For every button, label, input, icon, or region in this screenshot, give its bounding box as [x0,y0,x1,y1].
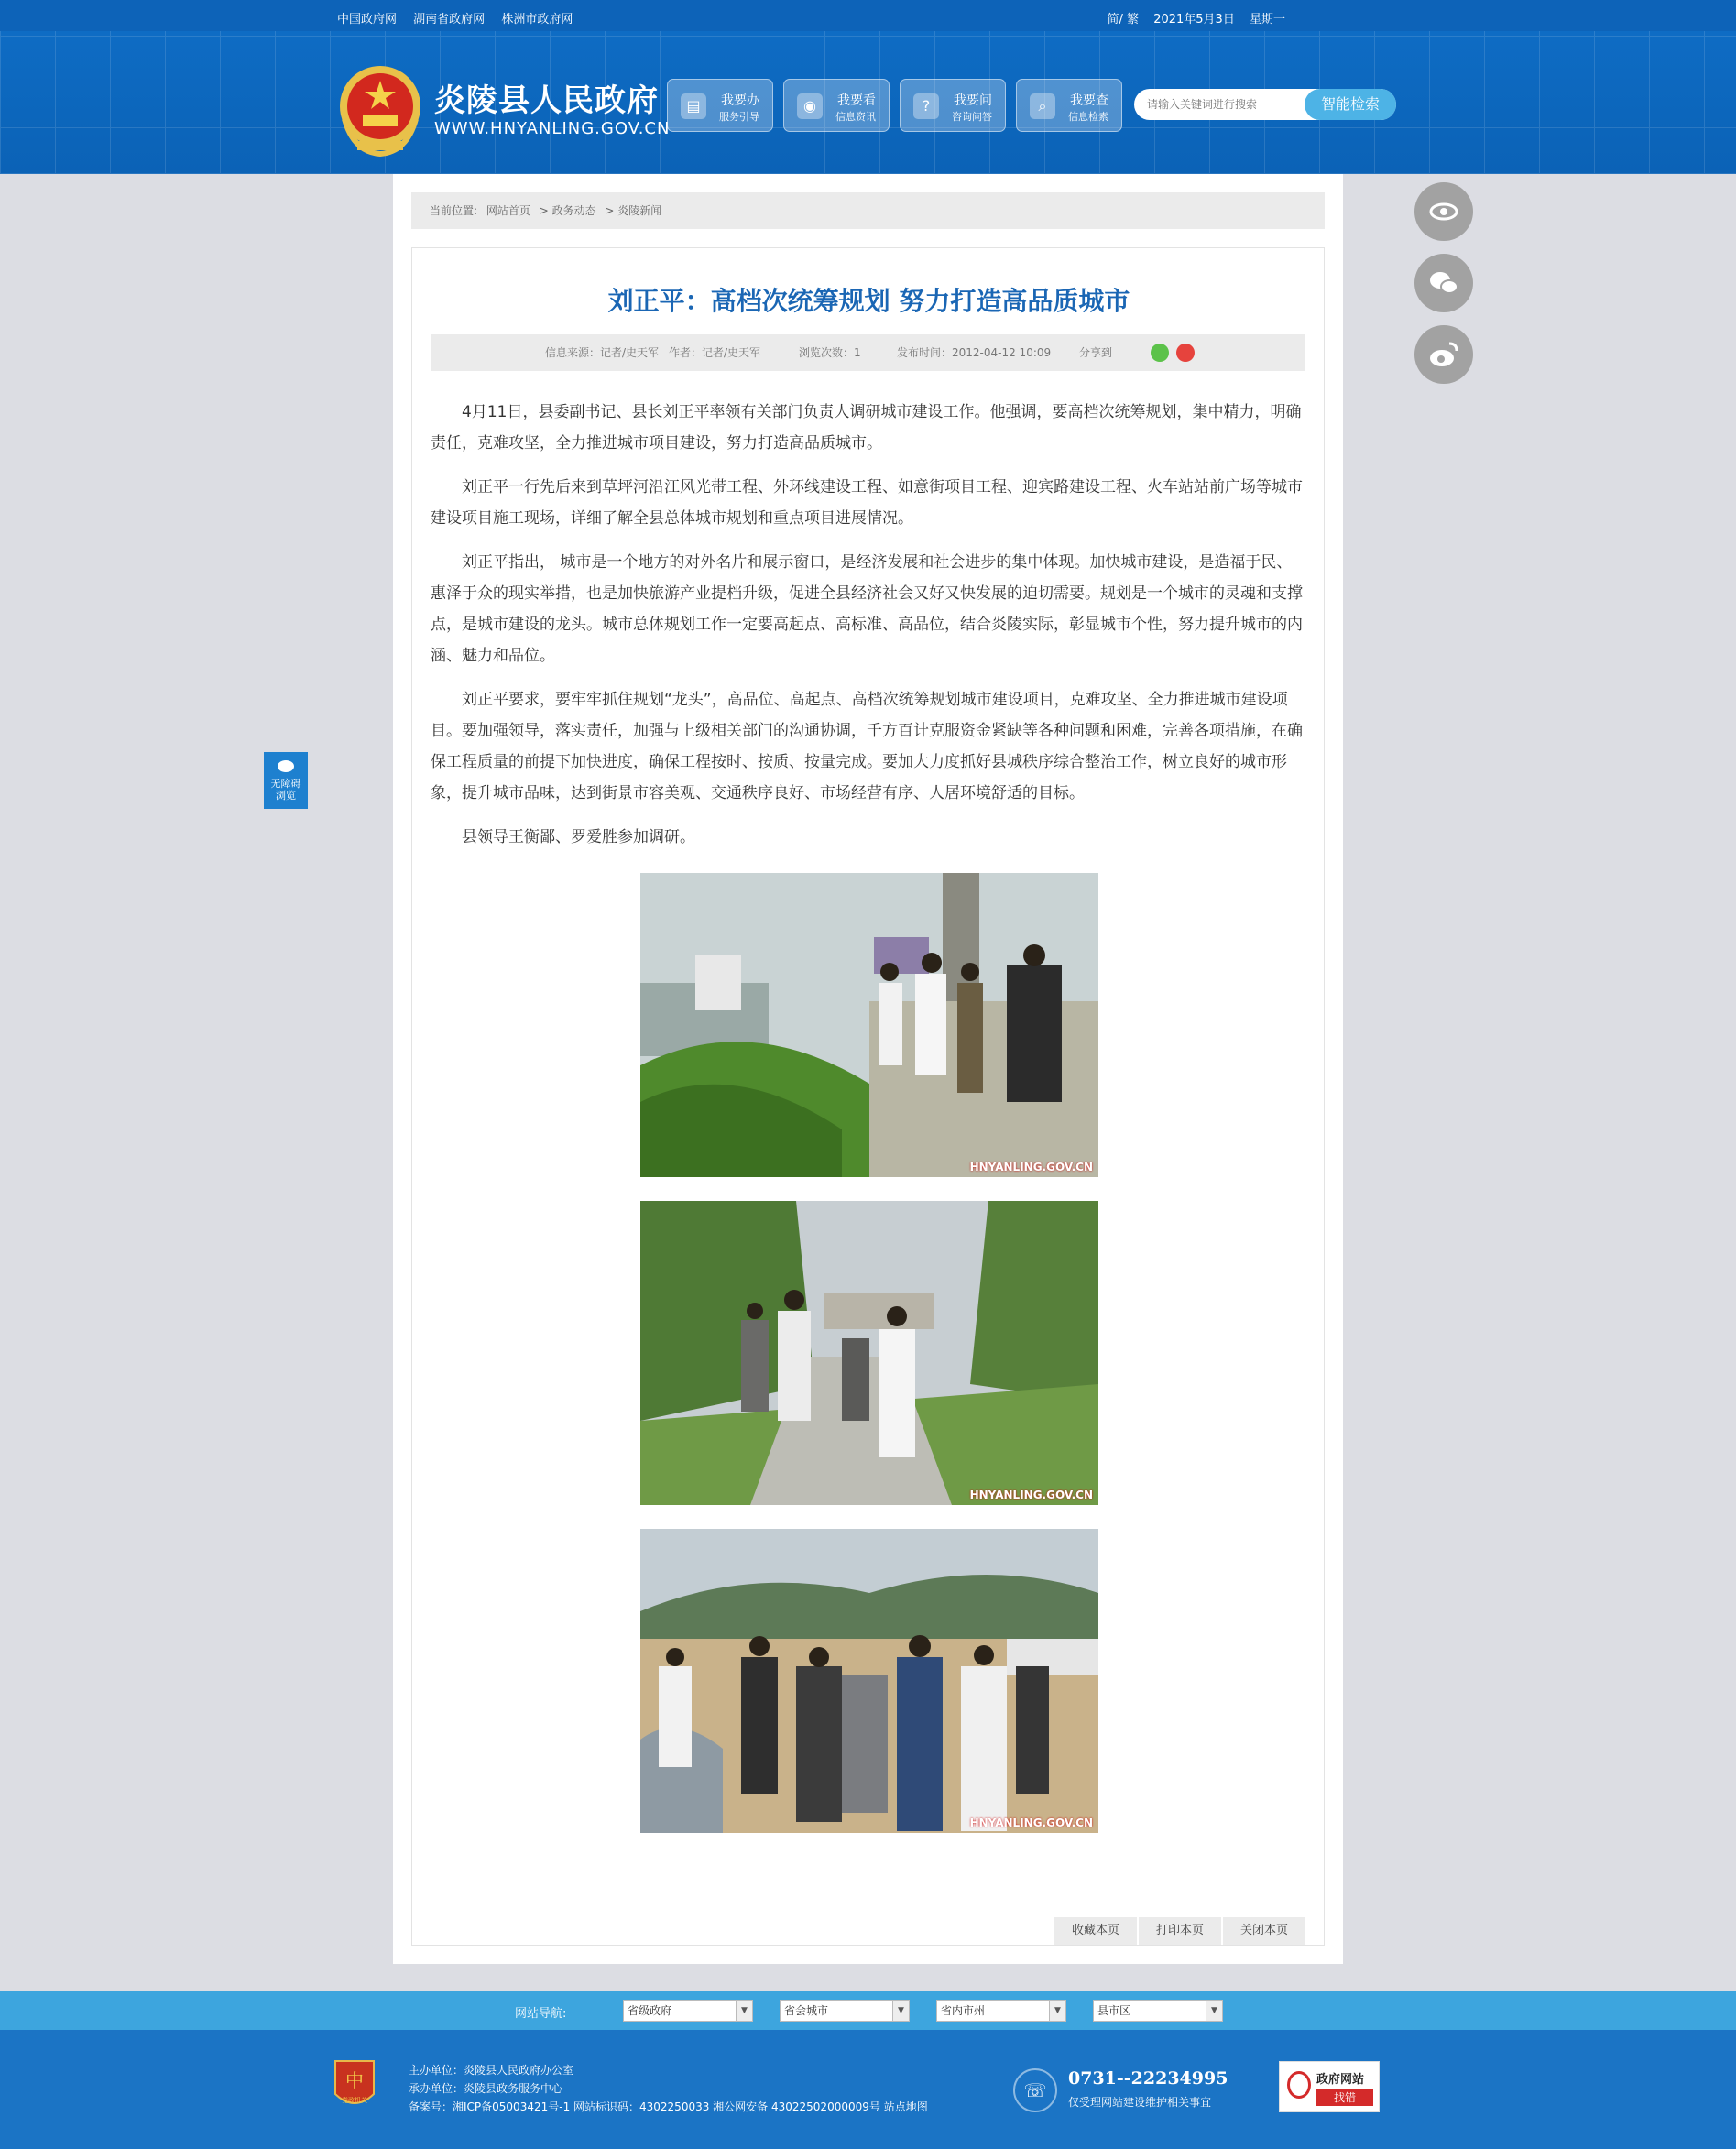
photo-2-graphic [640,1201,1098,1505]
eye-icon [1414,182,1473,241]
article-tools [1053,1917,1305,1945]
footer-phone: 0731--22234995 [1068,2068,1228,2089]
magnifier-icon [1287,2071,1311,2099]
nav-subtitle: 信息检索 [1068,111,1108,123]
top-bar [0,0,1736,31]
nav-title: 我要问 [954,93,992,108]
site-footer [0,2030,1736,2149]
weibo-share-icon[interactable] [1176,344,1195,362]
article-photo-3 [640,1529,1098,1833]
meta-views: 浏览次数：1 [799,346,861,359]
article-body [431,397,1305,866]
eye-icon: ◉ [797,93,823,119]
select-value: 省内市州 [941,2004,986,2017]
footer-undertake: 承办单位：炎陵县政务服务中心 [409,2082,563,2095]
accessibility-button[interactable] [264,752,308,809]
search-input[interactable] [1147,94,1330,115]
photo-1-graphic [640,873,1098,1177]
nav-subtitle: 咨询问答 [952,111,992,123]
link-zhuzhou-gov[interactable]: 株洲市政府网 [501,13,573,27]
breadcrumb-news[interactable]: > 政务动态 [539,204,596,217]
search-icon: ⌕ [1030,93,1055,119]
footer-record: 备案号：湘ICP备05003421号-1 网站标识码：4302250033 湘公网安备 43022502000009号 站点地图 [409,2100,928,2113]
meta-share-label: 分享到 [1079,346,1113,359]
breadcrumb [411,192,1325,229]
breadcrumb-home[interactable]: 网站首页 [486,204,530,217]
select-counties[interactable] [1093,2000,1223,2022]
select-province-cities[interactable] [936,2000,1066,2022]
footer-host: 主办单位：炎陵县人民政府办公室 [409,2064,574,2077]
badge-text: 党政机关 [342,2097,367,2104]
search-button[interactable]: 智能检索 [1305,89,1396,120]
close-page-button[interactable]: 关闭本页 [1223,1917,1305,1945]
accessibility-label-2: 浏览 [276,790,296,802]
nav-info[interactable] [783,79,890,132]
question-icon: ? [913,93,939,119]
select-value: 省会城市 [784,2004,829,2017]
link-hunan-gov[interactable]: 湖南省政府网 [413,13,486,27]
select-value: 省级政府 [628,2004,672,2017]
nav-title: 我要看 [837,93,876,108]
float-wechat-button[interactable] [1414,254,1473,312]
date-text: 2021年5月3日 [1153,13,1235,27]
nav-retrieval[interactable] [1016,79,1122,132]
photo-watermark: HNYANLING.GOV.CN [969,1161,1093,1173]
national-emblem-icon[interactable] [335,64,425,159]
article-paragraph: 刘正平指出， 城市是一个地方的对外名片和展示窗口，是经济发展和社会进步的集中体现。加快城市建设，是造福于民、惠泽于众的现实举措，也是加快旅游产业提档升级，促进全县经济社会又好又快发展的迫切需要。规划是一个城市的灵魂和支撑点，是城市建设的龙头。城市总体规划工作一定要高起点、高标准、高品位，结合炎陵实际，彰显城市个性，努力提升城市的内涵、魅力和品位。 [431,553,1303,665]
report-error-button: 找错 [1316,2089,1373,2106]
site-url: WWW.HNYANLING.GOV.CN [434,119,671,138]
meta-author: 作者：记者/史天军 [669,346,761,359]
breadcrumb-label: 当前位置: [430,204,478,217]
search-box [1134,89,1396,120]
breadcrumb-yanling-news[interactable]: > 炎陵新闻 [605,204,662,217]
article-paragraph: 4月11日，县委副书记、县长刘正平率领有关部门负责人调研城市建设工作。他强调，要高档次统筹规划，集中精力，明确责任，克难攻坚，全力推进城市项目建设，努力打造高品质城市。 [431,403,1302,453]
photo-3-graphic [640,1529,1098,1833]
select-capital-city[interactable] [780,2000,910,2022]
article-title: 刘正平：高档次统筹规划 努力打造高品质城市 [607,286,1130,316]
wechat-icon [1414,254,1473,312]
meta-time: 发布时间：2012-04-12 10:09 [897,346,1052,359]
nav-title: 我要办 [721,93,759,108]
document-icon: ▤ [681,93,706,119]
float-weibo-button[interactable] [1414,325,1473,384]
article-photo-1 [640,873,1098,1177]
article [411,247,1325,1946]
link-gov-cn[interactable]: 中国政府网 [337,13,398,27]
bookmark-button[interactable]: 收藏本页 [1054,1917,1137,1945]
top-right [1097,9,1285,27]
select-value: 县市区 [1097,2004,1131,2017]
article-photo-2 [640,1201,1098,1505]
main-content [393,174,1343,1964]
print-button[interactable]: 打印本页 [1139,1917,1221,1945]
accessibility-eye-icon [278,760,294,772]
float-eye-button[interactable] [1414,182,1473,241]
chevron-down-icon: ▼ [1206,2001,1222,2021]
footer-info [409,2061,928,2116]
report-error-title: 政府网站 [1316,2073,1365,2087]
footer-nav [0,1991,1736,2030]
photo-watermark: HNYANLING.GOV.CN [969,1816,1093,1829]
footer-phone-note: 仅受理网站建设维护相关事宜 [1068,2096,1212,2109]
article-paragraph: 刘正平一行先后来到草坪河沿江风光带工程、外环线建设工程、如意街项目工程、迎宾路建设工程、火车站站前广场等城市建设项目施工现场，详细了解全县总体城市规划和重点项目进展情况。 [431,478,1303,528]
nav-subtitle: 服务引导 [719,111,759,123]
site-header [0,31,1736,174]
nav-qa[interactable] [900,79,1006,132]
photo-watermark: HNYANLING.GOV.CN [969,1489,1093,1501]
chevron-down-icon: ▼ [892,2001,909,2021]
meta-source: 信息来源：记者/史天军 [545,346,660,359]
site-name[interactable]: 炎陵县人民政府 [434,82,659,119]
phone-icon: ☏ [1013,2068,1057,2112]
weekday-text: 星期一 [1249,13,1285,27]
top-links [337,9,585,27]
chevron-down-icon: ▼ [736,2001,752,2021]
select-provincial-gov[interactable] [623,2000,753,2022]
nav-service-guide[interactable] [667,79,773,132]
article-meta [431,334,1305,371]
report-error-badge[interactable] [1279,2061,1380,2112]
lang-switch[interactable]: 简/ 繁 [1107,13,1140,27]
nav-title: 我要查 [1070,93,1108,108]
chevron-down-icon: ▼ [1049,2001,1065,2021]
nav-subtitle: 信息资讯 [835,111,876,123]
footer-nav-label: 网站导航: [515,2007,567,2021]
wechat-share-icon[interactable] [1151,344,1169,362]
accessibility-label-1: 无障碍 [270,778,301,790]
article-paragraph: 县领导王衡鄙、罗爱胜参加调研。 [462,828,695,846]
party-gov-badge[interactable] [332,2057,377,2112]
article-paragraph: 刘正平要求，要牢牢抓住规划“龙头”，高品位、高起点、高档次统筹规划城市建设项目，克难攻坚、全力推进城市建设项目。要加强领导，落实责任，加强与上级相关部门的沟通协调，千方百计克服资金紧缺等各种问题和困难，完善各项措施，在确保工程质量的前提下加快进度，确保工程按时、按质、按量完成。要加大力度抓好县城秩序综合整治工作，树立良好的城市形象，提升城市品味，达到街景市容美观、交通秩序良好、市场经营有序、人居环境舒适的目标。 [431,691,1303,802]
svg-text:中: 中 [345,2069,364,2091]
weibo-icon [1414,325,1473,384]
